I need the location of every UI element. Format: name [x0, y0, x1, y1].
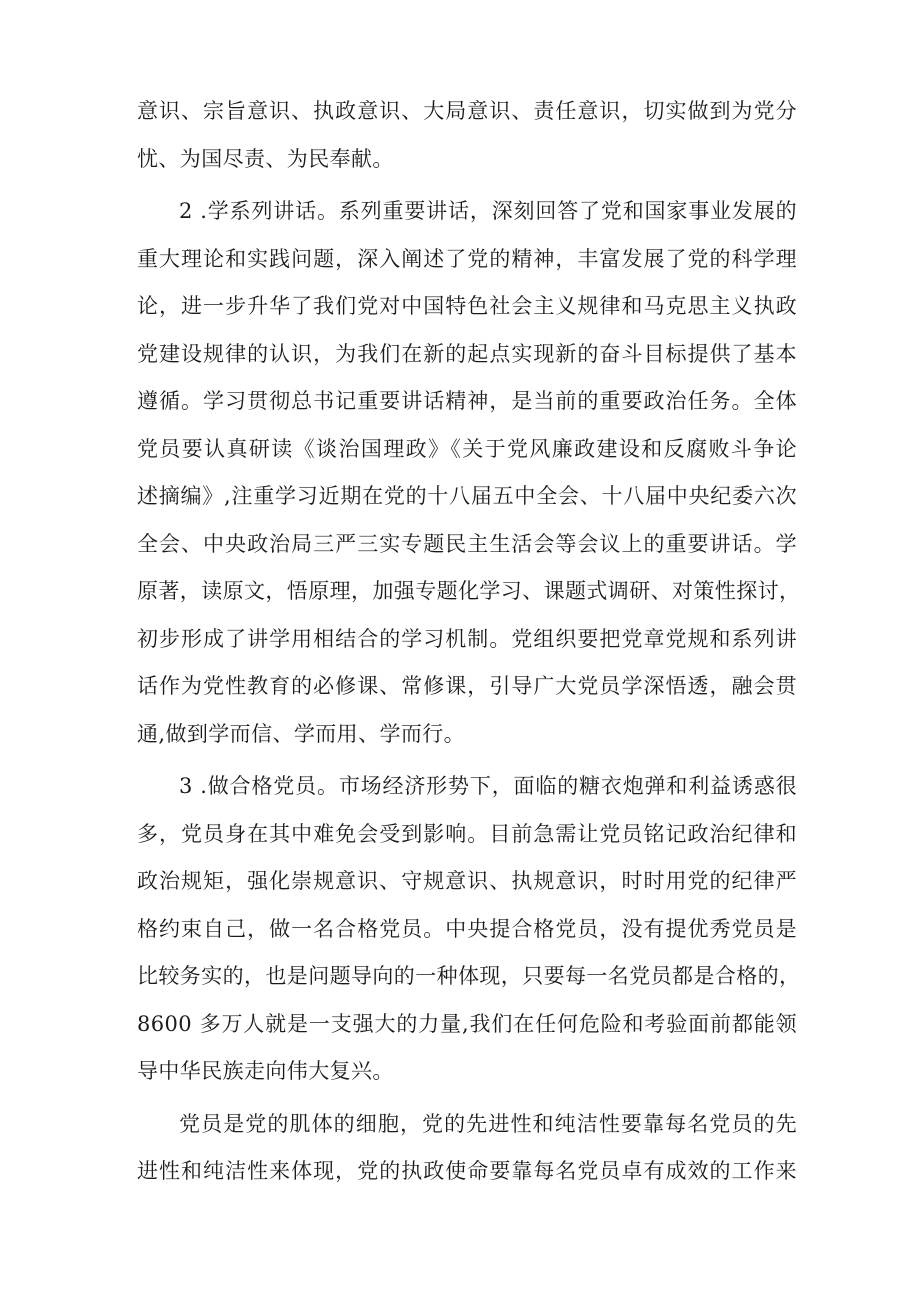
- paragraph: [137, 188, 801, 758]
- text-line: 述摘编》,注重学习近期在党的十八届五中全会、十八届中央纪委六次: [137, 484, 797, 508]
- text-line: 意识、宗旨意识、执政意识、大局意识、责任意识，切实做到为党分: [137, 99, 797, 123]
- text-line: 遵循。学习贯彻总书记重要讲话精神，是当前的重要政治任务。全体: [137, 389, 797, 413]
- text-line: 论，进一步升华了我们党对中国特色社会主义规律和马克思主义执政: [137, 294, 797, 318]
- text-line: 初步形成了讲学用相结合的学习机制。党组织要把党章党规和系列讲: [137, 626, 797, 651]
- text-line: 全会、中央政治局三严三实专题民主生活会等会议上的重要讲话。学: [137, 531, 797, 556]
- paragraph: [137, 763, 801, 1096]
- text-line: 原著，读原文，悟原理，加强专题化学习、课题式调研、对策性探讨，: [137, 579, 801, 603]
- text-line: 格约束自己，做一名合格党员。中央提合格党员，没有提优秀党员是: [137, 916, 797, 941]
- text-line: 2 .学系列讲话。系列重要讲话，深刻回答了党和国家事业发展的: [179, 199, 797, 223]
- document-body: [137, 88, 801, 1196]
- text-line: 忧、为国尽责、为民奉献。: [137, 146, 394, 171]
- paragraph: [137, 1101, 797, 1196]
- text-line: 党员是党的肌体的细胞，党的先进性和纯洁性要靠每名党员的先: [179, 1111, 797, 1136]
- text-line: 3 .做合格党员。市场经济形势下，面临的糖衣炮弹和利益诱惑很: [179, 774, 797, 798]
- text-line: 进性和纯洁性来体现，党的执政使命要靠每名党员卓有成效的工作来: [137, 1159, 797, 1183]
- text-line: 导中华民族走向伟大复兴。: [137, 1059, 394, 1083]
- text-line: 通,做到学而信、学而用、学而行。: [137, 721, 466, 746]
- text-line: 多，党员身在其中难免会受到影响。目前急需让党员铭记政治纪律和: [137, 821, 797, 846]
- text-line: 比较务实的，也是问题导向的一种体现，只要每一名党员都是合格的，: [137, 964, 801, 988]
- document-page: [137, 88, 801, 1196]
- text-line: 8600 多万人就是一支强大的力量,我们在任何危险和考验面前都能领: [137, 1011, 797, 1036]
- paragraph: [137, 88, 797, 183]
- text-line: 话作为党性教育的必修课、常修课，引导广大党员学深悟透，融会贯: [137, 674, 797, 698]
- text-line: 政治规矩，强化崇规意识、守规意识、执规意识，时时用党的纪律严: [137, 869, 797, 893]
- text-line: 重大理论和实践问题，深入阐述了党的精神，丰富发展了党的科学理: [137, 246, 797, 271]
- text-line: 党建设规律的认识，为我们在新的起点实现新的奋斗目标提供了基本: [137, 341, 797, 366]
- text-line: 党员要认真研读《谈治国理政》《关于党风廉政建设和反腐败斗争论: [137, 436, 797, 461]
